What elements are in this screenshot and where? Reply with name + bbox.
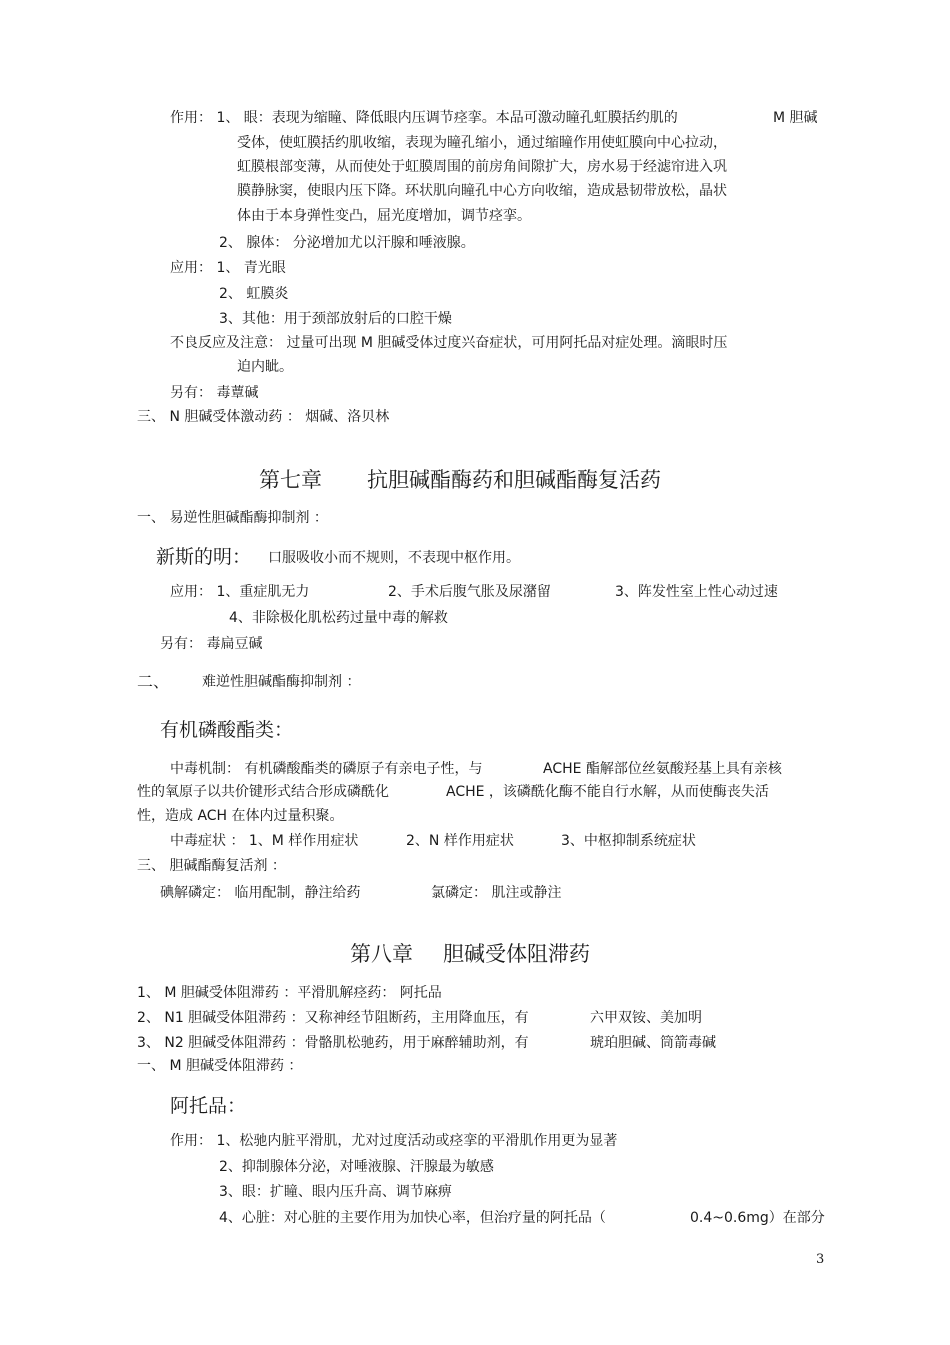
symptom-2: 2、N 样作用症状 xyxy=(406,833,514,849)
neostigmine-use-3: 3、阵发性室上性心动过速 xyxy=(615,584,778,600)
mechanism-line-2-tail: ACHE ，该磷酰化酶不能自行水解，从而使酶丧失活 xyxy=(446,784,769,800)
ch7-section-2: 难逆性胆碱酯酶抑制剂 ： xyxy=(202,674,361,690)
symptom-1: 中毒症状 ： 1、M 样作用症状 xyxy=(170,833,359,849)
mechanism-line-1: 中毒机制： 有机磷酸酯类的磷原子有亲电子性，与 xyxy=(170,761,483,777)
drug-organophosphates: 有机磷酸酯类： xyxy=(160,719,294,741)
use-line-2: 2、 虹膜炎 xyxy=(219,286,289,302)
drug-neostigmine: 新斯的明： xyxy=(156,546,252,568)
blocker-item-3: 3、 N2 胆碱受体阻滞药 ：骨骼肌松驰药，用于麻醉辅助剂，有 xyxy=(137,1035,529,1051)
effect-gland: 2、 腺体： 分泌增加尤以汗腺和唾液腺。 xyxy=(219,235,475,251)
ch7-section-3: 三、 胆碱酯酶复活剂 ： xyxy=(137,858,286,874)
reactivator-1: 碘解磷定： 临用配制，静注给药 xyxy=(160,885,361,901)
use-line-1: 应用： 1、 青光眼 xyxy=(170,260,286,276)
ch8-section-1: 一、 M 胆碱受体阻滞药 ： xyxy=(137,1058,303,1074)
chapter8-number: 第八章 xyxy=(350,942,413,966)
also-muscarine: 另有： 毒蕈碱 xyxy=(170,385,259,401)
drug-atropine: 阿托品： xyxy=(170,1095,247,1117)
effect-line-3: 虹膜根部变薄，从而使处于虹膜周围的前房角间隙扩大，房水易于经滤帘进入巩 xyxy=(237,159,727,175)
page-number: 3 xyxy=(816,1252,825,1267)
use-line-3: 3、其他：用于颈部放射后的口腔干燥 xyxy=(219,311,452,327)
chapter7-number: 第七章 xyxy=(259,468,322,492)
effect-line-1-tail: M 胆碱 xyxy=(773,110,818,126)
neostigmine-desc: 口服吸收小而不规则，不表现中枢作用。 xyxy=(268,550,520,566)
atropine-effect-3: 3、眼：扩瞳、眼内压升高、调节麻痹 xyxy=(219,1184,452,1200)
blocker-item-2-tail: 六甲双铵、美加明 xyxy=(590,1010,702,1026)
effect-line-1: 作用： 1、 眼：表现为缩瞳、降低眼内压调节痉挛。本品可激动瞳孔虹膜括约肌的 xyxy=(170,110,678,126)
blocker-item-1: 1、 M 胆碱受体阻滞药 ：平滑肌解痉药： 阿托品 xyxy=(137,985,442,1001)
effect-line-2: 受体，使虹膜括约肌收缩，表现为瞳孔缩小，通过缩瞳作用使虹膜向中心拉动， xyxy=(237,135,727,151)
atropine-effect-2: 2、抑制腺体分泌，对唾液腺、汗腺最为敏感 xyxy=(219,1159,494,1175)
reactivator-2: 氯磷定： 肌注或静注 xyxy=(431,885,562,901)
blocker-item-2: 2、 N1 胆碱受体阻滞药 ：又称神经节阻断药，主用降血压，有 xyxy=(137,1010,529,1026)
atropine-effect-4: 4、心脏：对心脏的主要作用为加快心率，但治疗量的阿托品（ xyxy=(219,1210,606,1226)
section-n-agonist: 三、 N 胆碱受体激动药 ： 烟碱、洛贝林 xyxy=(137,409,390,425)
adverse-line-1: 不良反应及注意： 过量可出现 M 胆碱受体过度兴奋症状，可用阿托品对症处理。滴眼时压 xyxy=(170,335,728,351)
atropine-effect-4-tail: 0.4~0.6mg）在部分 xyxy=(690,1210,825,1226)
neostigmine-use-4: 4、非除极化肌松药过量中毒的解救 xyxy=(229,610,448,626)
effect-line-5: 体由于本身弹性变凸，屈光度增加，调节痉挛。 xyxy=(237,208,531,224)
chapter7-title: 抗胆碱酯酶药和胆碱酯酶复活药 xyxy=(367,468,661,492)
mechanism-line-2: 性的氧原子以共价键形式结合形成磷酰化 xyxy=(137,784,389,800)
neostigmine-use-1: 应用： 1、重症肌无力 xyxy=(170,584,310,600)
chapter8-title: 胆碱受体阻滞药 xyxy=(443,942,590,966)
mechanism-line-3: 性，造成 ACH 在体内过量积聚。 xyxy=(137,808,344,824)
atropine-effect-1: 作用： 1、松驰内脏平滑肌，尤对过度活动或痉挛的平滑肌作用更为显著 xyxy=(170,1133,618,1149)
symptom-3: 3、中枢抑制系统症状 xyxy=(561,833,696,849)
mechanism-line-1-tail: ACHE 酯解部位丝氨酸羟基上具有亲核 xyxy=(543,761,782,777)
adverse-line-2: 迫内眦。 xyxy=(237,359,293,375)
also-physostigmine: 另有： 毒扁豆碱 xyxy=(160,636,263,652)
neostigmine-use-2: 2、手术后腹气胀及尿潴留 xyxy=(388,584,551,600)
blocker-item-3-tail: 琥珀胆碱、筒箭毒碱 xyxy=(590,1035,716,1051)
ch7-section-2-number: 二、 xyxy=(137,672,170,691)
ch7-section-1: 一、 易逆性胆碱酯酶抑制剂 ： xyxy=(137,510,328,526)
effect-line-4: 膜静脉窦，使眼内压下降。环状肌向瞳孔中心方向收缩，造成悬韧带放松，晶状 xyxy=(237,183,727,199)
